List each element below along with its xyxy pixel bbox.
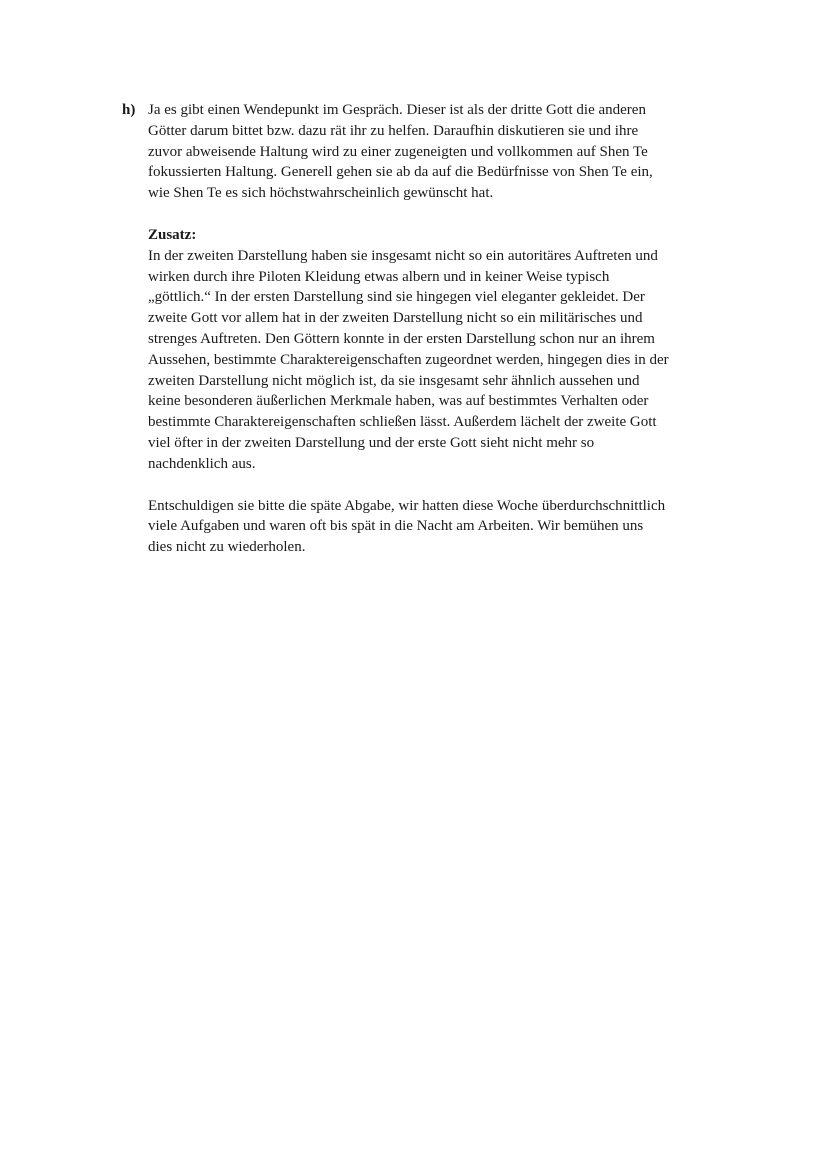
addendum-line: zweite Gott vor allem hat in der zweiten Darstellung nicht so ein militärisches und — [148, 310, 643, 327]
answer-text — [148, 100, 742, 558]
answer-line: Götter darum bittet bzw. dazu rät ihr zu helfen. Daraufhin diskutieren sie und ihre — [148, 122, 639, 139]
closing-line: viele Aufgaben und waren oft bis spät in die Nacht am Arbeiten. Wir bemühen uns — [148, 518, 644, 535]
item-marker: h) — [122, 102, 136, 118]
answer-section — [122, 100, 742, 558]
addendum-line: Aussehen, bestimmte Charaktereigenschaften zugeordnet werden, hingegen dies in der — [148, 351, 669, 368]
addendum-line: keine besonderen äußerlichen Merkmale haben, was auf bestimmtes Verhalten oder — [148, 393, 649, 410]
paragraph-gap — [148, 475, 742, 496]
addendum-line: zweiten Darstellung nicht möglich ist, da sie insgesamt sehr ähnlich aussehen und — [148, 372, 640, 389]
answer-line: zuvor abweisende Haltung wird zu einer zugeneigten und vollkommen auf Shen Te — [148, 143, 648, 160]
answer-line: fokussierten Haltung. Generell gehen sie ab da auf die Bedürfnisse von Shen Te ein, — [148, 164, 653, 181]
addendum-line: viel öfter in der zweiten Darstellung und der erste Gott sieht nicht mehr so — [148, 434, 595, 451]
addendum-line: wirken durch ihre Piloten Kleidung etwas albern und in keiner Weise typisch — [148, 268, 610, 285]
addendum-line: bestimmte Charaktereigenschaften schließen lässt. Außerdem lächelt der zweite Gott — [148, 414, 657, 431]
addendum-line: In der zweiten Darstellung haben sie insgesamt nicht so ein autoritäres Auftreten und — [148, 247, 658, 264]
addendum-heading: Zusatz: — [148, 226, 197, 243]
answer-line: Ja es gibt einen Wendepunkt im Gespräch. Dieser ist als der dritte Gott die anderen — [148, 102, 646, 118]
paragraph-gap — [148, 204, 742, 225]
closing-line: Entschuldigen sie bitte die späte Abgabe, wir hatten diese Woche überdurchschnittlich — [148, 497, 666, 514]
answer-line: wie Shen Te es sich höchstwahrscheinlich gewünscht hat. — [148, 185, 494, 202]
addendum-line: nachdenklich aus. — [148, 455, 256, 472]
addendum-line: strenges Auftreten. Den Göttern konnte in der ersten Darstellung schon nur an ihrem — [148, 330, 655, 347]
addendum-line: „göttlich.“ In der ersten Darstellung sind sie hingegen viel eleganter gekleidet. Der — [148, 289, 645, 306]
closing-line: dies nicht zu wiederholen. — [148, 539, 306, 556]
